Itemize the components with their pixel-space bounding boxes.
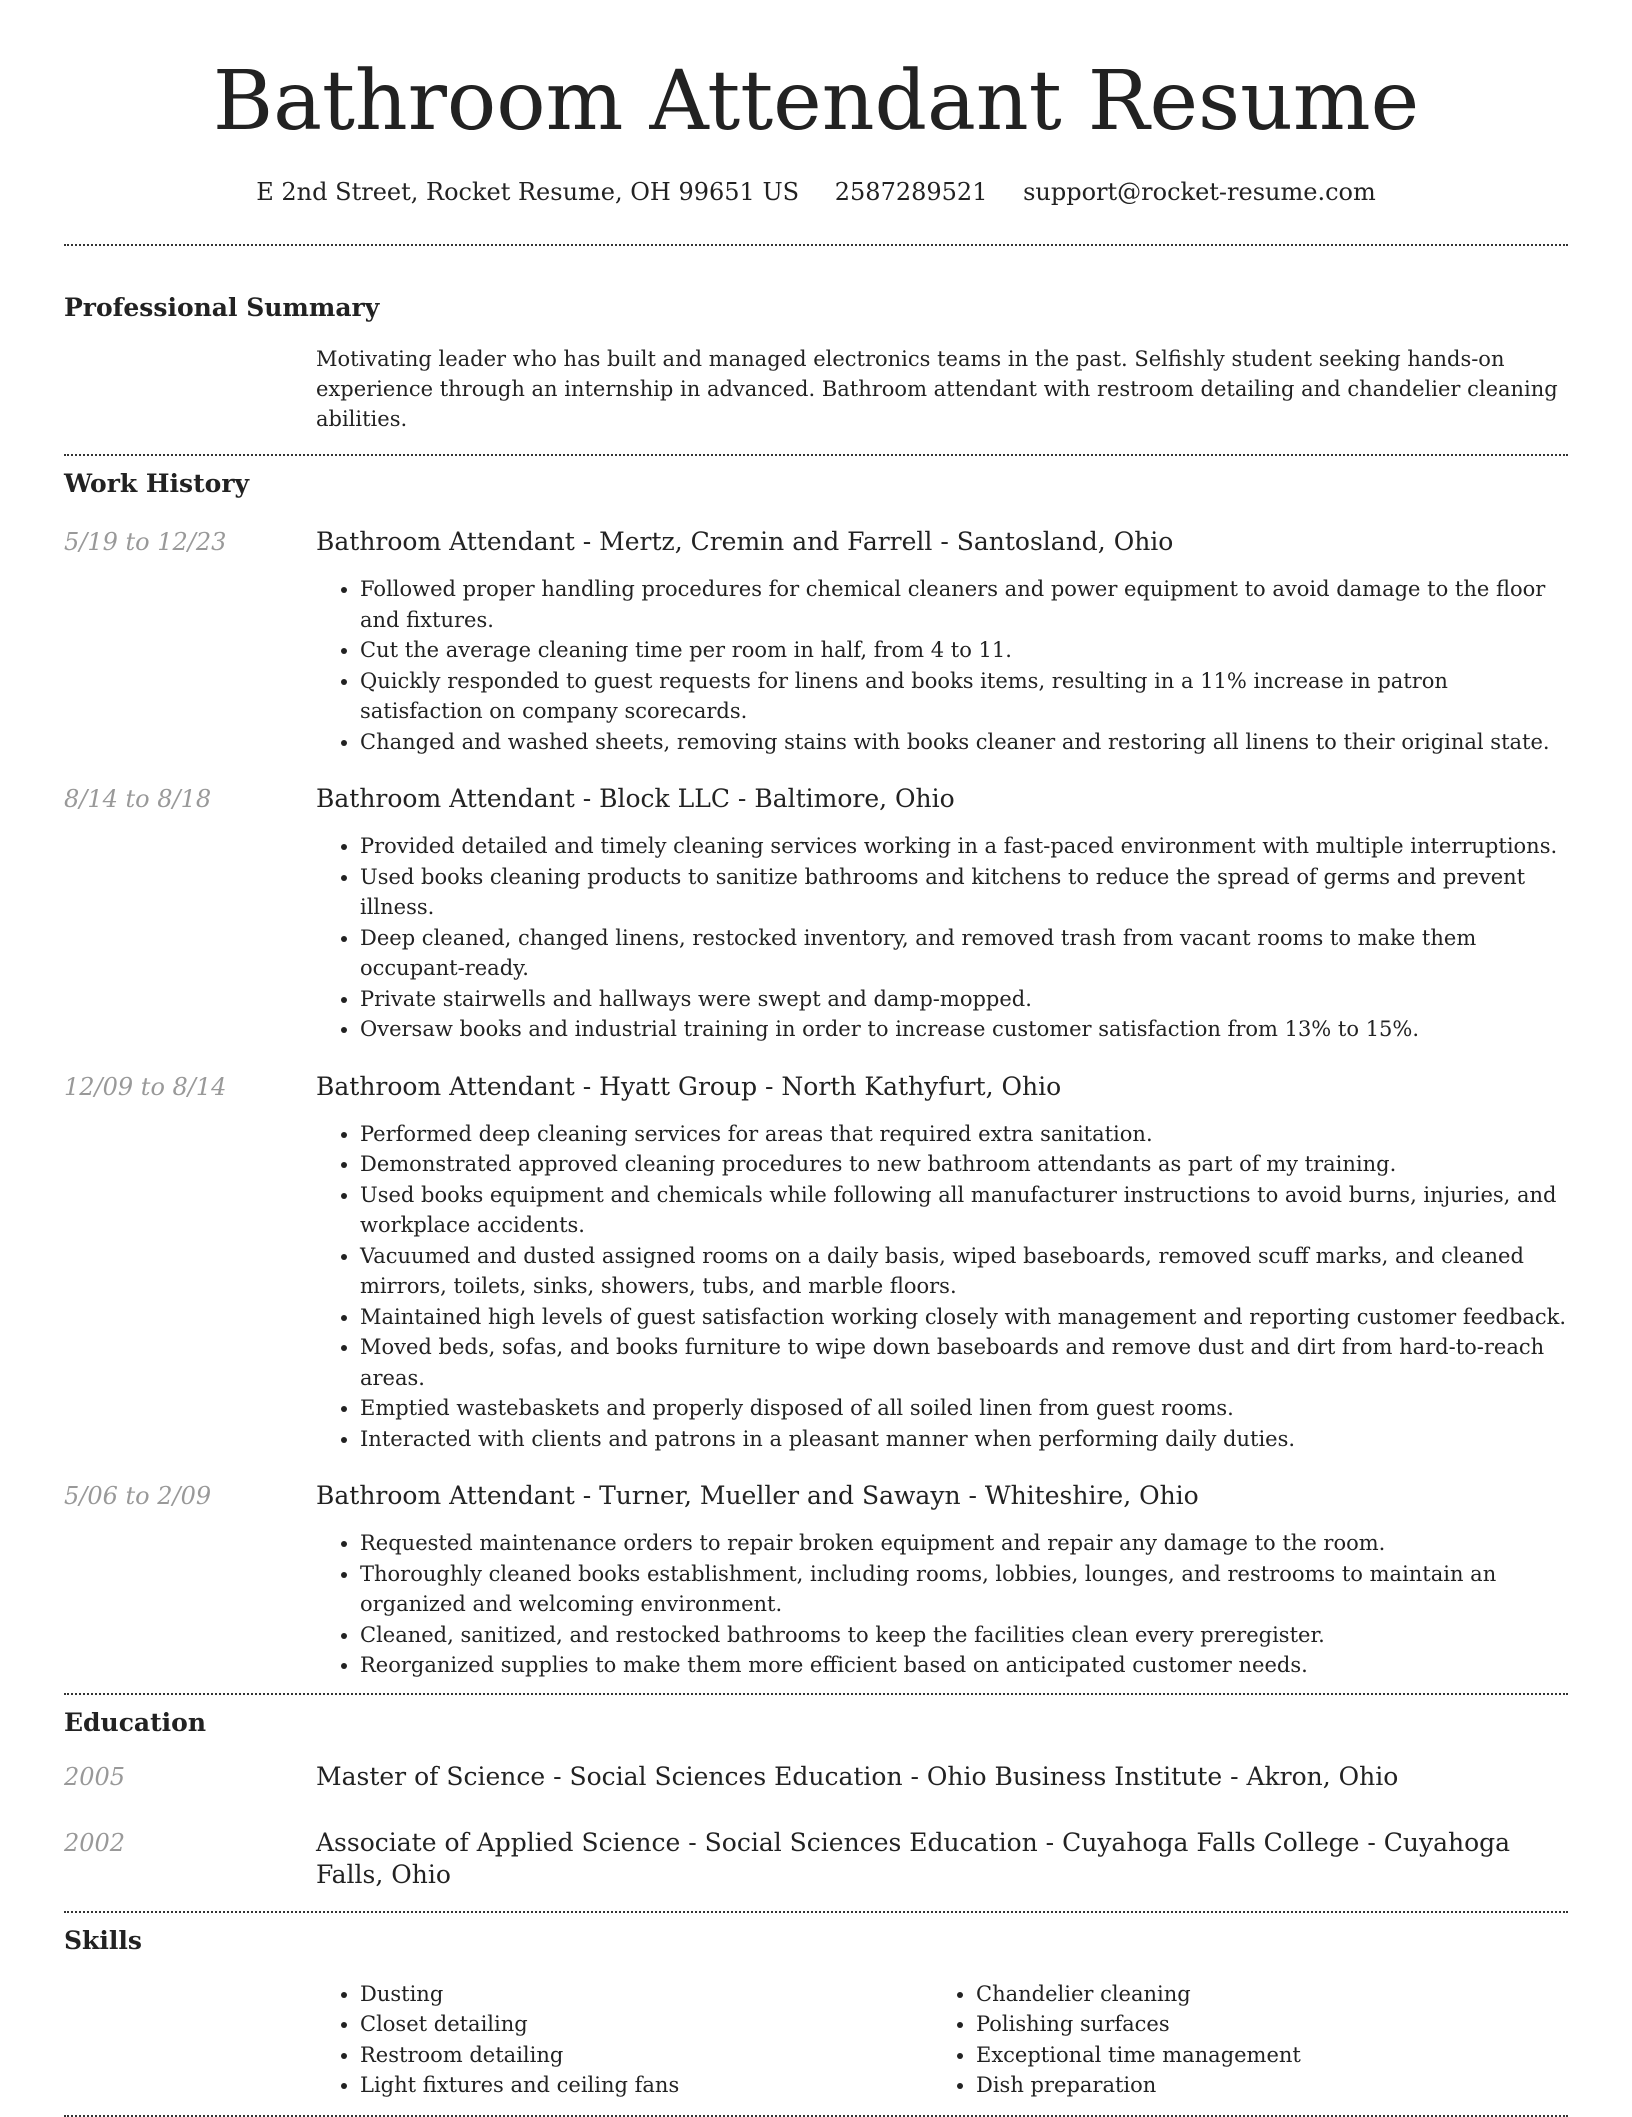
job-entry: [64, 1071, 1568, 1455]
skill-item: • Restroom detailing: [360, 2040, 932, 2071]
job-dates: 8/14 to 8/18: [64, 785, 212, 813]
contact-line: [64, 176, 1568, 208]
skills-list-left: [316, 1979, 932, 2101]
skill-item: • Chandelier cleaning: [976, 1979, 1568, 2010]
education-year: 2005: [64, 1762, 126, 1791]
contact-phone: 2587289521: [834, 178, 988, 206]
education-title: [316, 1827, 1568, 1891]
job-bullet-list: [316, 1119, 1568, 1455]
job-bullet: • Cleaned, sanitized, and restocked bathrooms to keep the facilities clean every preregister.: [360, 1620, 1568, 1651]
job-title: Bathroom Attendant - Hyatt Group - North Kathyfurt, Ohio: [316, 1071, 1062, 1101]
education-entry: [64, 1761, 1568, 1793]
job-dates: 5/19 to 12/23: [64, 528, 227, 556]
education-heading: Education: [64, 1707, 207, 1737]
job-bullet: • Used books cleaning products to sanitize bathrooms and kitchens to reduce the spread of germs and prevent illness.: [360, 862, 1568, 923]
job-bullet: • Used books equipment and chemicals while following all manufacturer instructions to avoid burns, injuries, and workplace accidents.: [360, 1180, 1568, 1241]
section-divider: [64, 454, 1568, 456]
skills-section: [64, 1925, 1568, 2101]
job-bullet: • Cut the average cleaning time per room in half, from 4 to 11.: [360, 635, 1568, 666]
education-title: [316, 1761, 1568, 1793]
contact-email: support@rocket-resume.com: [1023, 178, 1376, 206]
job-body: [316, 1071, 1568, 1455]
job-bullet-list: [316, 1528, 1568, 1681]
section-divider: [64, 244, 1568, 246]
job-bullet: • Maintained high levels of guest satisfaction working closely with management and reporting customer feedback.: [360, 1302, 1568, 1333]
skill-item: • Dusting: [360, 1979, 932, 2010]
skill-item: • Exceptional time management: [976, 2040, 1568, 2071]
resume-title: Bathroom Attendant Resume: [212, 54, 1420, 149]
summary-section: [64, 292, 1568, 434]
job-bullet: • Deep cleaned, changed linens, restocked inventory, and removed trash from vacant rooms to make them occupant-ready.: [360, 923, 1568, 984]
job-bullet: • Moved beds, sofas, and books furniture to wipe down baseboards and remove dust and dirt from hard-to-reach areas.: [360, 1332, 1568, 1393]
job-dates: 12/09 to 8/14: [64, 1072, 227, 1101]
job-body: [316, 783, 1568, 1045]
section-divider: [64, 2115, 1568, 2117]
resume-header: [64, 0, 1568, 208]
job-entry: [64, 1480, 1568, 1681]
job-bullet: • Interacted with clients and patrons in a pleasant manner when performing daily duties.: [360, 1424, 1568, 1455]
job-bullet-list: [316, 574, 1568, 757]
job-bullet: • Provided detailed and timely cleaning services working in a fast-paced environment with multiple interruptions.: [360, 831, 1568, 862]
skill-item: • Closet detailing: [360, 2009, 932, 2040]
education-degree: Associate of Applied Science - Social Sciences Education: [316, 1827, 1038, 1857]
job-bullet: • Followed proper handling procedures for chemical cleaners and power equipment to avoid damage to the floor and fixtures.: [360, 574, 1568, 635]
job-bullet: • Requested maintenance orders to repair broken equipment and repair any damage to the room.: [360, 1528, 1568, 1559]
skills-columns: [316, 1979, 1568, 2101]
job-bullet: • Emptied wastebaskets and properly disposed of all soiled linen from guest rooms.: [360, 1393, 1568, 1424]
job-bullet: • Thoroughly cleaned books establishment, including rooms, lobbies, lounges, and restrooms to maintain an organized and welcoming environment.: [360, 1559, 1568, 1620]
education-school: - Cuyahoga Falls College - Cuyahoga Falls, Ohio: [316, 1827, 1511, 1889]
summary-heading: Professional Summary: [64, 293, 380, 322]
job-dates: 5/06 to 2/09: [64, 1482, 212, 1510]
job-body: [316, 1480, 1568, 1681]
job-body: [316, 526, 1568, 757]
job-bullet: • Changed and washed sheets, removing stains with books cleaner and restoring all linens to their original state.: [360, 727, 1568, 758]
job-bullet: • Performed deep cleaning services for areas that required extra sanitation.: [360, 1119, 1568, 1150]
job-title: Bathroom Attendant - Mertz, Cremin and Farrell - Santosland, Ohio: [316, 527, 1174, 556]
job-bullet: • Quickly responded to guest requests for linens and books items, resulting in a 11% increase in patron satisfaction on company scorecards.: [360, 666, 1568, 727]
skill-item: • Dish preparation: [976, 2070, 1568, 2101]
section-divider: [64, 1911, 1568, 1913]
work-history-section: [64, 468, 1568, 1693]
section-divider: [64, 1693, 1568, 1695]
work-history-heading: Work History: [64, 469, 250, 498]
job-entry: [64, 783, 1568, 1045]
education-year: 2002: [64, 1828, 126, 1857]
job-bullet: • Reorganized supplies to make them more efficient based on anticipated customer needs.: [360, 1650, 1568, 1681]
job-entry: [64, 526, 1568, 757]
skills-list-right: [932, 1979, 1568, 2101]
contact-address: E 2nd Street, Rocket Resume, OH 99651 US: [256, 178, 800, 206]
skills-heading: Skills: [64, 1925, 142, 1955]
education-degree: Master of Science - Social Sciences Education: [316, 1761, 903, 1791]
job-bullet: • Vacuumed and dusted assigned rooms on a daily basis, wiped baseboards, removed scuff marks, and cleaned mirrors, toilets, sinks, showers, tubs, and marble floors.: [360, 1241, 1568, 1302]
job-list: [64, 526, 1568, 1681]
job-bullet: • Private stairwells and hallways were swept and damp-mopped.: [360, 984, 1568, 1015]
education-school: - Ohio Business Institute - Akron, Ohio: [902, 1761, 1399, 1791]
education-entry: [64, 1827, 1568, 1891]
education-list: [64, 1761, 1568, 1891]
job-bullet-list: [316, 831, 1568, 1045]
education-section: [64, 1707, 1568, 1911]
job-title: Bathroom Attendant - Turner, Mueller and Sawayn - Whiteshire, Ohio: [316, 1481, 1199, 1510]
job-title: Bathroom Attendant - Block LLC - Baltimore, Ohio: [316, 784, 955, 813]
job-bullet: • Demonstrated approved cleaning procedures to new bathroom attendants as part of my training.: [360, 1149, 1568, 1180]
skill-item: • Polishing surfaces: [976, 2009, 1568, 2040]
summary-text: Motivating leader who has built and managed electronics teams in the past. Selfishly student seeking hands-on experience through an internship in advanced. Bathroom attendant with restroom detailing and chandelier cleaning abilities.: [316, 347, 1558, 431]
job-bullet: • Oversaw books and industrial training in order to increase customer satisfaction from 13% to 15%.: [360, 1014, 1568, 1045]
skill-item: • Light fixtures and ceiling fans: [360, 2070, 932, 2101]
